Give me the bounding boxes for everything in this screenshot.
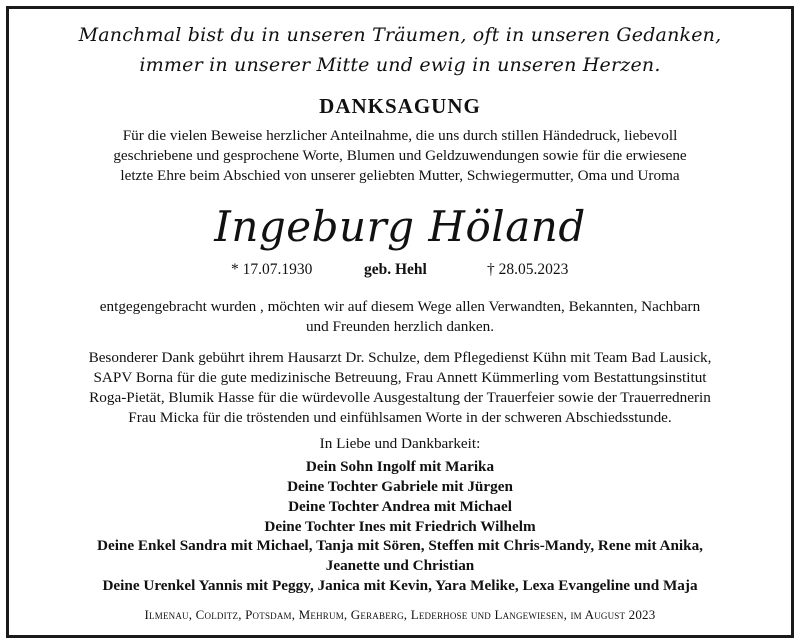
obituary-card bbox=[6, 6, 794, 638]
family-line-4: Deine Tochter Ines mit Friedrich Wilhelm bbox=[264, 518, 536, 535]
life-dates bbox=[9, 261, 791, 281]
birth-date: * 17.07.1930 bbox=[231, 261, 313, 278]
family-line-7: Deine Urenkel Yannis mit Peggy, Janica mit Kevin, Yara Melike, Lexa Evangeline und Maja bbox=[102, 577, 698, 594]
thanks-line-1: entgegengebracht wurden , möchten wir auf diesem Wege allen Verwandten, Bekannten, Nachbarn bbox=[99, 298, 701, 315]
family-line-1: Dein Sohn Ingolf mit Marika bbox=[305, 458, 495, 475]
special-line-1: Besonderer Dank gebührt ihrem Hausarzt Dr. Schulze, dem Pflegedienst Kühn mit Team Bad Lausick, bbox=[88, 349, 712, 366]
special-line-2: SAPV Borna für die gute medizinische Betreuung, Frau Annett Kümmerling vom Bestattungsinstitut bbox=[93, 369, 707, 386]
motto-line-1: Manchmal bist du in unseren Träumen, oft in unseren Gedanken, bbox=[78, 24, 722, 46]
maiden-name: geb. Hehl bbox=[364, 261, 427, 278]
special-line-3: Roga-Pietät, Blumik Hasse für die würdevolle Ausgestaltung der Trauerfeier sowie der Trauerrednerin bbox=[89, 389, 711, 406]
heading: DANKSAGUNG bbox=[319, 94, 481, 118]
thanks-line-2: und Freunden herzlich danken. bbox=[305, 318, 495, 335]
closing-text: In Liebe und Dankbarkeit: bbox=[319, 435, 481, 452]
family-line-2: Deine Tochter Gabriele mit Jürgen bbox=[287, 478, 513, 495]
intro-line-1: Für die vielen Beweise herzlicher Anteilnahme, die uns durch stillen Händedruck, liebevoll bbox=[122, 127, 678, 144]
places-and-date: Ilmenau, Colditz, Potsdam, Mehrum, Geraberg, Lederhose und Langewiesen, im August 2023 bbox=[144, 607, 656, 622]
intro-line-3: letzte Ehre beim Abschied von unserer geliebten Mutter, Schwiegermutter, Oma und Uroma bbox=[120, 167, 680, 184]
motto-line-2: immer in unserer Mitte und ewig in unseren Herzen. bbox=[139, 54, 661, 76]
special-line-4: Frau Micka für die tröstenden und einfühlsamen Worte in der schweren Abschiedsstunde. bbox=[128, 409, 672, 426]
death-date: † 28.05.2023 bbox=[487, 261, 569, 278]
intro-line-2: geschriebene und gesprochene Worte, Blumen und Geldzuwendungen sowie für die erwiesene bbox=[113, 147, 687, 164]
deceased-name: Ingeburg Höland bbox=[214, 202, 586, 251]
family-line-6: Jeanette und Christian bbox=[325, 557, 475, 574]
family-line-3: Deine Tochter Andrea mit Michael bbox=[288, 498, 512, 515]
family-line-5: Deine Enkel Sandra mit Michael, Tanja mit Sören, Steffen mit Chris-Mandy, Rene mit Anika, bbox=[97, 537, 703, 554]
